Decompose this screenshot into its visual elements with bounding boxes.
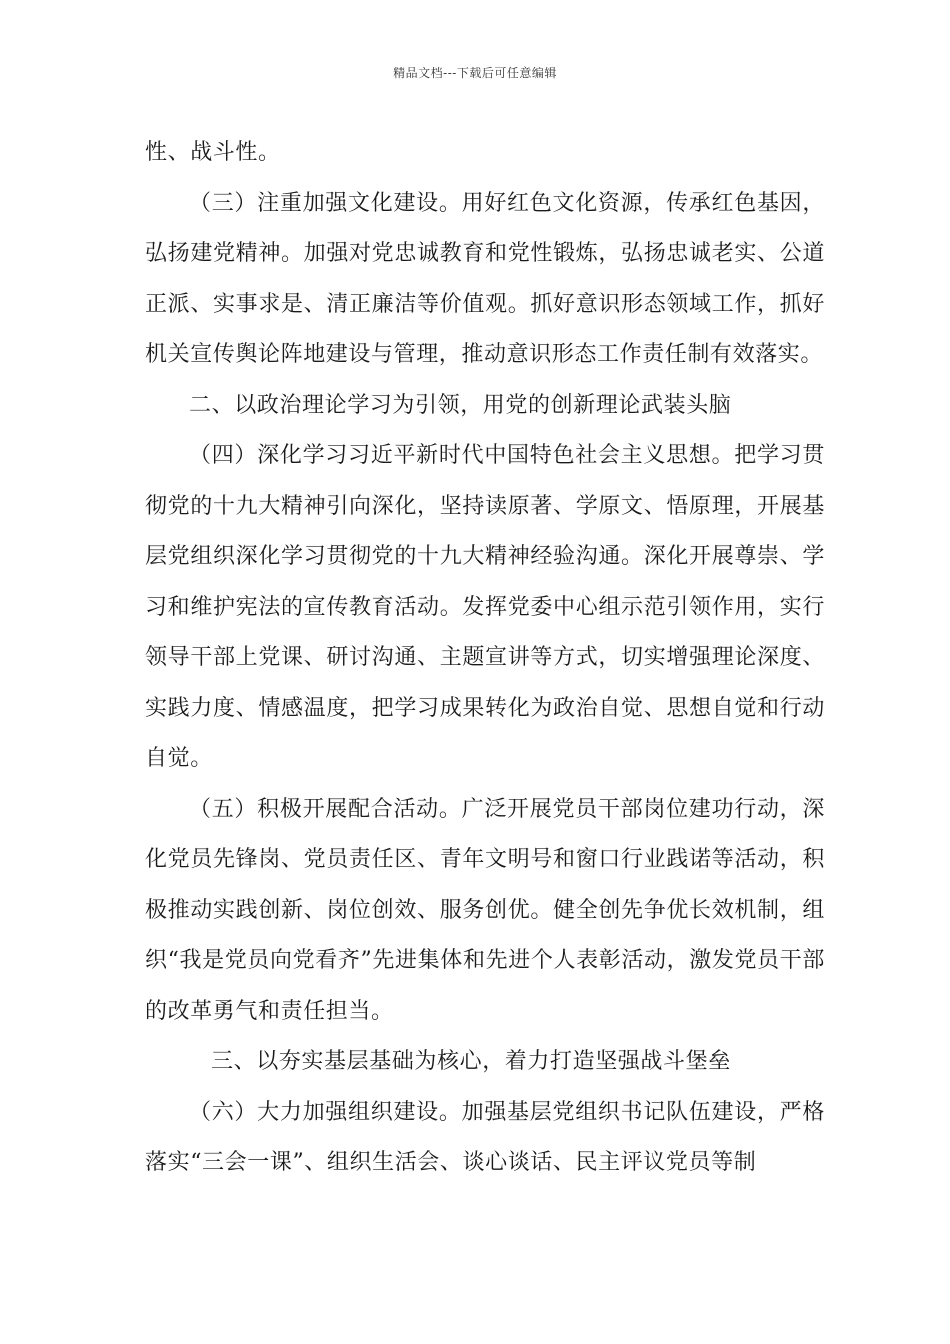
- paragraph-activities: （五）积极开展配合活动。广泛开展党员干部岗位建功行动，深化党员先锋岗、党员责任区、青年文明号和窗口行业践诺等活动，积极推动实践创新、岗位创效、服务创优。健全创先争优长效机制，组织“我是党员向党看齐”先进集体和先进个人表彰活动，激发党员干部的改革勇气和责任担当。: [145, 796, 825, 1024]
- page-header: 精品文档---下载后可任意编辑: [393, 66, 557, 80]
- paragraph-organization-building: （六）大力加强组织建设。加强基层党组织书记队伍建设，严格落实“三会一课”、组织生活会、谈心谈话、民主评议党员等制: [145, 1099, 825, 1175]
- section-heading-2: 二、以政治理论学习为引领，用党的创新理论武装头脑: [189, 392, 732, 418]
- section-heading-3: 三、以夯实基层基础为核心，着力打造坚强战斗堡垒: [211, 1049, 731, 1074]
- paragraph-theory-study: （四）深化学习习近平新时代中国特色社会主义思想。把学习贯彻党的十九大精神引向深化，坚持读原著、学原文、悟原理，开展基层党组织深化学习贯彻党的十九大精神经验沟通。深化开展尊崇、学习和维护宪法的宣传教育活动。发挥党委中心组示范引领作用，实行领导干部上党课、研讨沟通、主题宣讲等方式，切实增强理论深度、实践力度、情感温度，把学习成果转化为政治自觉、思想自觉和行动自觉。: [145, 443, 825, 771]
- paragraph-continuation: 性、战斗性。: [145, 140, 281, 165]
- document-body: [145, 128, 825, 1189]
- paragraph-culture-building: （三）注重加强文化建设。用好红色文化资源，传承红色基因，弘扬建党精神。加强对党忠诚教育和党性锻炼，弘扬忠诚老实、公道正派、实事求是、清正廉洁等价值观。抓好意识形态领域工作，抓好机关宣传舆论阵地建设与管理，推动意识形态工作责任制有效落实。: [145, 190, 825, 367]
